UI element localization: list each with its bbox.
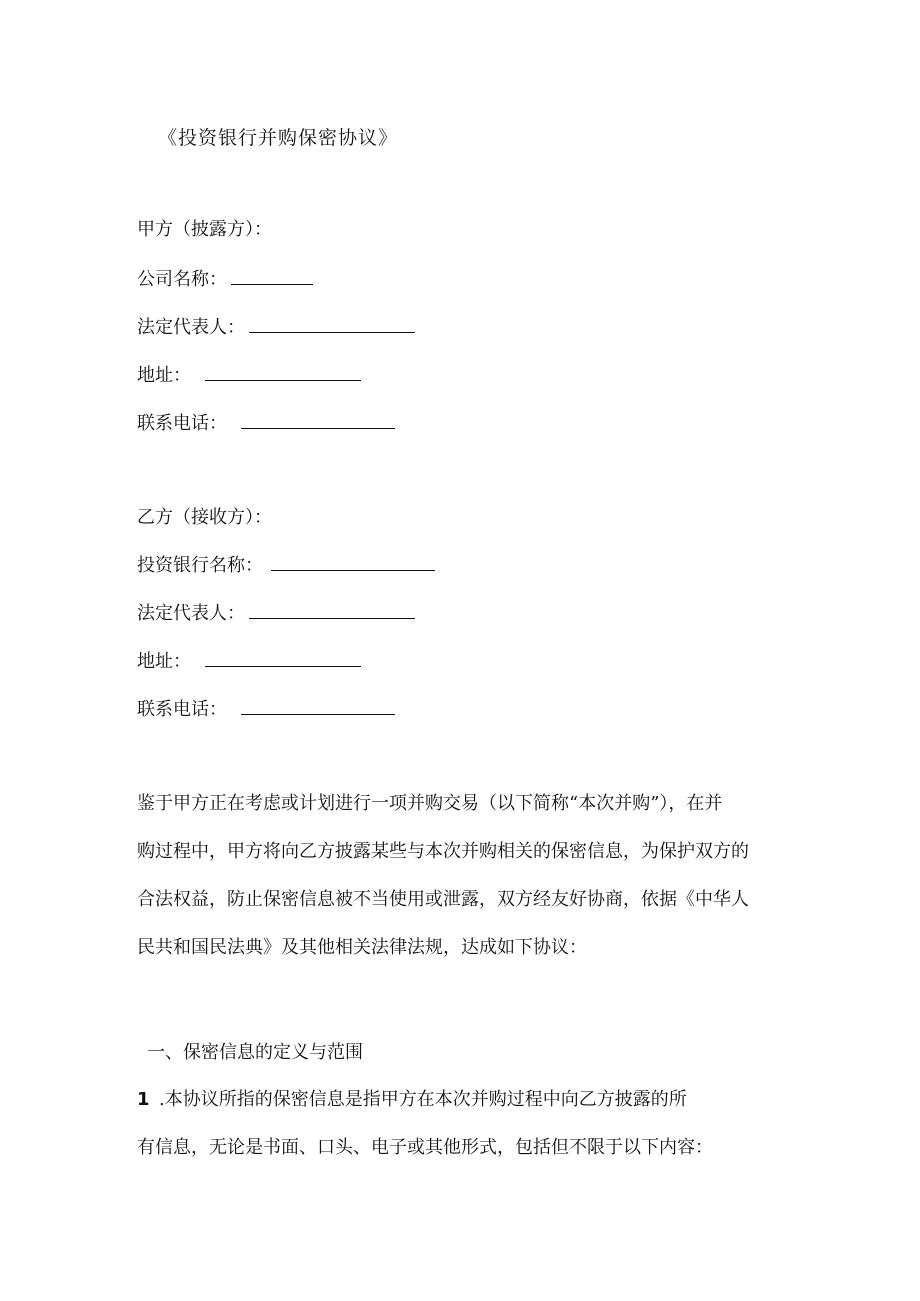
preamble-line: 购过程中，甲方将向乙方披露某些与本次并购相关的保密信息，为保护双方的 <box>137 841 749 862</box>
party-b-bank-name-label: 投资银行名称： <box>137 555 263 576</box>
party-a-phone-label: 联系电话： <box>137 413 227 434</box>
party-a-company-name-blank <box>231 268 313 285</box>
preamble-paragraph <box>137 780 777 972</box>
party-b-phone-label: 联系电话： <box>137 699 227 720</box>
party-a-phone-blank <box>241 412 395 429</box>
preamble-line: 民共和国民法典》及其他相关法律法规，达成如下协议： <box>137 937 587 958</box>
preamble-line: 鉴于甲方正在考虑或计划进行一项并购交易（以下简称“本次并购”），在并 <box>137 793 723 814</box>
document-title: 《投资银行并购保密协议》 <box>158 127 399 149</box>
party-a-heading: 甲方（披露方）： <box>137 219 272 240</box>
party-a-phone-field <box>137 412 395 436</box>
party-b-address-blank <box>205 650 361 667</box>
party-a-company-name-label: 公司名称： <box>137 269 227 290</box>
party-a-legal-rep-field <box>137 316 415 340</box>
clause-1-line: 有信息，无论是书面、口头、电子或其他形式，包括但不限于以下内容： <box>137 1137 713 1158</box>
party-a-address-label: 地址： <box>137 365 191 386</box>
party-a-address-blank <box>205 364 361 381</box>
party-b-legal-rep-blank <box>249 602 415 619</box>
party-b-bank-name-field <box>137 554 435 578</box>
clause-1-line: .本协议所指的保密信息是指甲方在本次并购过程中向乙方披露的所 <box>159 1089 687 1110</box>
party-a-company-name-field <box>137 268 313 292</box>
party-b-heading: 乙方（接收方）： <box>137 507 272 528</box>
preamble-line: 合法权益，防止保密信息被不当使用或泄露，双方经友好协商，依据《中华人 <box>137 889 749 910</box>
party-b-address-field <box>137 650 361 674</box>
clause-1-number: 1 <box>137 1089 150 1110</box>
clause-1-first-line <box>137 1076 777 1124</box>
party-b-legal-rep-label: 法定代表人： <box>137 603 245 624</box>
party-a-legal-rep-label: 法定代表人： <box>137 317 245 338</box>
party-a-address-field <box>137 364 361 388</box>
section-1-heading: 一、保密信息的定义与范围 <box>147 1042 363 1063</box>
party-b-bank-name-blank <box>271 554 435 571</box>
party-b-address-label: 地址： <box>137 651 191 672</box>
party-a-legal-rep-blank <box>249 316 415 333</box>
party-b-phone-field <box>137 698 395 722</box>
clause-1-paragraph <box>137 1076 777 1172</box>
party-b-phone-blank <box>241 698 395 715</box>
party-b-legal-rep-field <box>137 602 415 626</box>
